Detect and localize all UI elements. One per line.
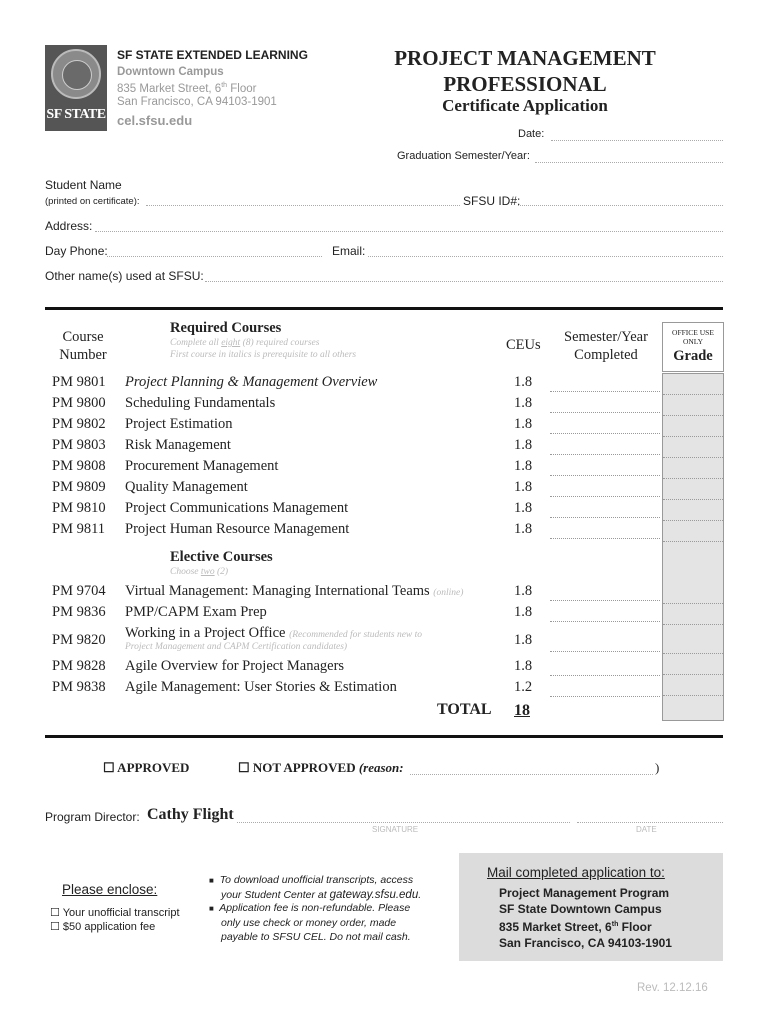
address-field[interactable]: [95, 231, 723, 232]
course-title: Project Planning & Management Overview: [125, 374, 378, 390]
day-phone-label: Day Phone:: [45, 244, 108, 258]
course-ceu: 1.8: [514, 583, 533, 599]
semester-field[interactable]: [550, 391, 660, 392]
approved-checkbox[interactable]: ☐ APPROVED: [103, 760, 190, 775]
student-name-field[interactable]: [146, 205, 460, 206]
total-label: TOTAL: [437, 701, 492, 718]
printed-note: (printed on certificate):: [45, 196, 140, 207]
semester-field[interactable]: [550, 538, 660, 539]
course-number: PM 9810: [52, 500, 106, 516]
sfsu-id-field[interactable]: [518, 205, 723, 206]
semester-field[interactable]: [550, 675, 660, 676]
org-name: SF STATE EXTENDED LEARNING: [117, 48, 308, 62]
semester-field[interactable]: [550, 433, 660, 434]
course-number: PM 9802: [52, 416, 106, 432]
course-number: PM 9800: [52, 395, 106, 411]
course-ceu: 1.8: [514, 521, 533, 537]
course-number: PM 9808: [52, 458, 106, 474]
graduation-field[interactable]: [535, 162, 723, 163]
course-ceu: 1.8: [514, 632, 533, 648]
course-title: Procurement Management: [125, 458, 279, 474]
course-number: PM 9801: [52, 374, 106, 390]
director-date-field[interactable]: [577, 822, 723, 823]
course-title: Scheduling Fundamentals: [125, 395, 276, 411]
office-use-header: OFFICE USE ONLY Grade: [662, 322, 724, 372]
required-courses-heading: Required Courses: [170, 320, 282, 336]
sf-state-logo: [45, 45, 107, 131]
required-note: Complete all eight (8) required courses: [170, 338, 320, 348]
signature-caption: SIGNATURE: [372, 825, 419, 834]
semester-field[interactable]: [550, 454, 660, 455]
email-label: Email:: [332, 244, 366, 258]
course-ceu: 1.8: [514, 416, 533, 432]
course-number: PM 9836: [52, 604, 106, 620]
revision-label: Rev. 12.12.16: [637, 982, 708, 994]
course-number: PM 9820: [52, 632, 106, 648]
mailing-address-box: [459, 853, 723, 961]
student-name-label: Student Name: [45, 178, 122, 192]
program-director-name: Cathy Flight: [147, 806, 234, 823]
semester-field[interactable]: [550, 517, 660, 518]
enclose-fee: ☐ $50 application fee: [50, 921, 156, 933]
course-number: PM 9811: [52, 521, 106, 537]
semester-field[interactable]: [550, 651, 660, 652]
course-ceu: 1.8: [514, 604, 533, 620]
total-value: 18: [514, 702, 530, 719]
gateway-link[interactable]: gateway.sfsu.edu: [329, 889, 419, 901]
course-ceu: 1.8: [514, 437, 533, 453]
page-title: PROJECT MANAGEMENT PROFESSIONAL: [394, 46, 656, 96]
semester-field[interactable]: [550, 600, 660, 601]
website-link[interactable]: cel.sfsu.edu: [117, 113, 193, 128]
ceus-header: CEUs: [506, 337, 541, 353]
course-ceu: 1.8: [514, 374, 533, 390]
course-title: PMP/CAPM Exam Prep: [125, 604, 267, 620]
mail-heading: Mail completed application to:: [487, 865, 665, 880]
enclose-transcript: ☐ Your unofficial transcript: [50, 907, 180, 919]
elective-courses-heading: Elective Courses: [170, 549, 273, 565]
section-divider: [45, 735, 723, 738]
semester-field[interactable]: [550, 412, 660, 413]
course-ceu: 1.8: [514, 658, 533, 674]
mail-address: Project Management Program SF State Downtown Campus 835 Market Street, 6th Floor San Francisco, CA 94103-1901: [499, 886, 672, 950]
fee-note: ■ Application fee is non-refundable. Please only use check or money order, made payable to SFSU CEL. Do not mail cash.: [209, 902, 411, 943]
course-ceu: 1.8: [514, 395, 533, 411]
logo-text: SF STATE: [46, 107, 106, 122]
course-title: Working in a Project Office (Recommended for students new to: [125, 625, 423, 641]
elective-note: Choose two (2): [170, 567, 229, 577]
course-title: Project Human Resource Management: [125, 521, 350, 537]
campus-name: Downtown Campus: [117, 66, 224, 78]
not-approved-checkbox[interactable]: ☐ NOT APPROVED (reason:: [238, 760, 404, 775]
enclose-heading: Please enclose:: [62, 882, 158, 897]
course-number-header: Course Number: [59, 329, 107, 363]
reason-field[interactable]: [410, 774, 653, 775]
course-title: Quality Management: [125, 479, 248, 495]
course-title: Agile Management: User Stories & Estimation: [125, 679, 397, 695]
course-ceu: 1.8: [514, 479, 533, 495]
transcript-note: ■ To download unofficial transcripts, access your Student Center at gateway.sfsu.edu.: [209, 874, 422, 901]
program-director-label: Program Director:: [45, 810, 140, 824]
semester-field[interactable]: [550, 496, 660, 497]
course-title: Project Estimation: [125, 416, 233, 432]
semester-field[interactable]: [550, 621, 660, 622]
other-names-field[interactable]: [205, 281, 723, 282]
semester-field[interactable]: [550, 696, 660, 697]
course-title: Agile Overview for Project Managers: [125, 658, 345, 674]
graduation-label: Graduation Semester/Year:: [397, 150, 530, 162]
campus-street: 835 Market Street, 6th Floor: [117, 82, 257, 95]
campus-city: San Francisco, CA 94103-1901: [117, 96, 277, 108]
course-title: Virtual Management: Managing International Teams (online): [125, 583, 464, 599]
date-field[interactable]: [551, 140, 723, 141]
semester-field[interactable]: [550, 475, 660, 476]
date-caption: DATE: [636, 825, 657, 834]
address-label: Address:: [45, 219, 93, 233]
course-ceu: 1.8: [514, 458, 533, 474]
course-number: PM 9803: [52, 437, 106, 453]
section-divider: [45, 307, 723, 310]
other-names-label: Other name(s) used at SFSU:: [45, 269, 204, 283]
date-label: Date:: [518, 128, 545, 140]
course-number: PM 9828: [52, 658, 106, 674]
day-phone-field[interactable]: [107, 256, 322, 257]
email-field[interactable]: [368, 256, 723, 257]
course-ceu: 1.2: [514, 679, 533, 695]
course-number: PM 9809: [52, 479, 106, 495]
course-number: PM 9704: [52, 583, 106, 599]
course-title: Risk Management: [125, 437, 231, 453]
prerequisite-note: First course in italics is prerequisite to all others: [170, 350, 357, 360]
page-subtitle: Certificate Application: [442, 96, 608, 115]
reason-close: ): [655, 760, 660, 775]
course-number: PM 9838: [52, 679, 106, 695]
course-title: Project Communications Management: [125, 500, 349, 516]
university-seal-icon: [51, 49, 101, 99]
signature-field[interactable]: [237, 822, 570, 823]
sfsu-id-label: SFSU ID#:: [463, 194, 521, 208]
semester-header: Semester/Year Completed: [564, 329, 648, 363]
course-ceu: 1.8: [514, 500, 533, 516]
grade-column[interactable]: [662, 373, 724, 721]
course-note: Project Management and CAPM Certification candidates): [125, 642, 348, 652]
